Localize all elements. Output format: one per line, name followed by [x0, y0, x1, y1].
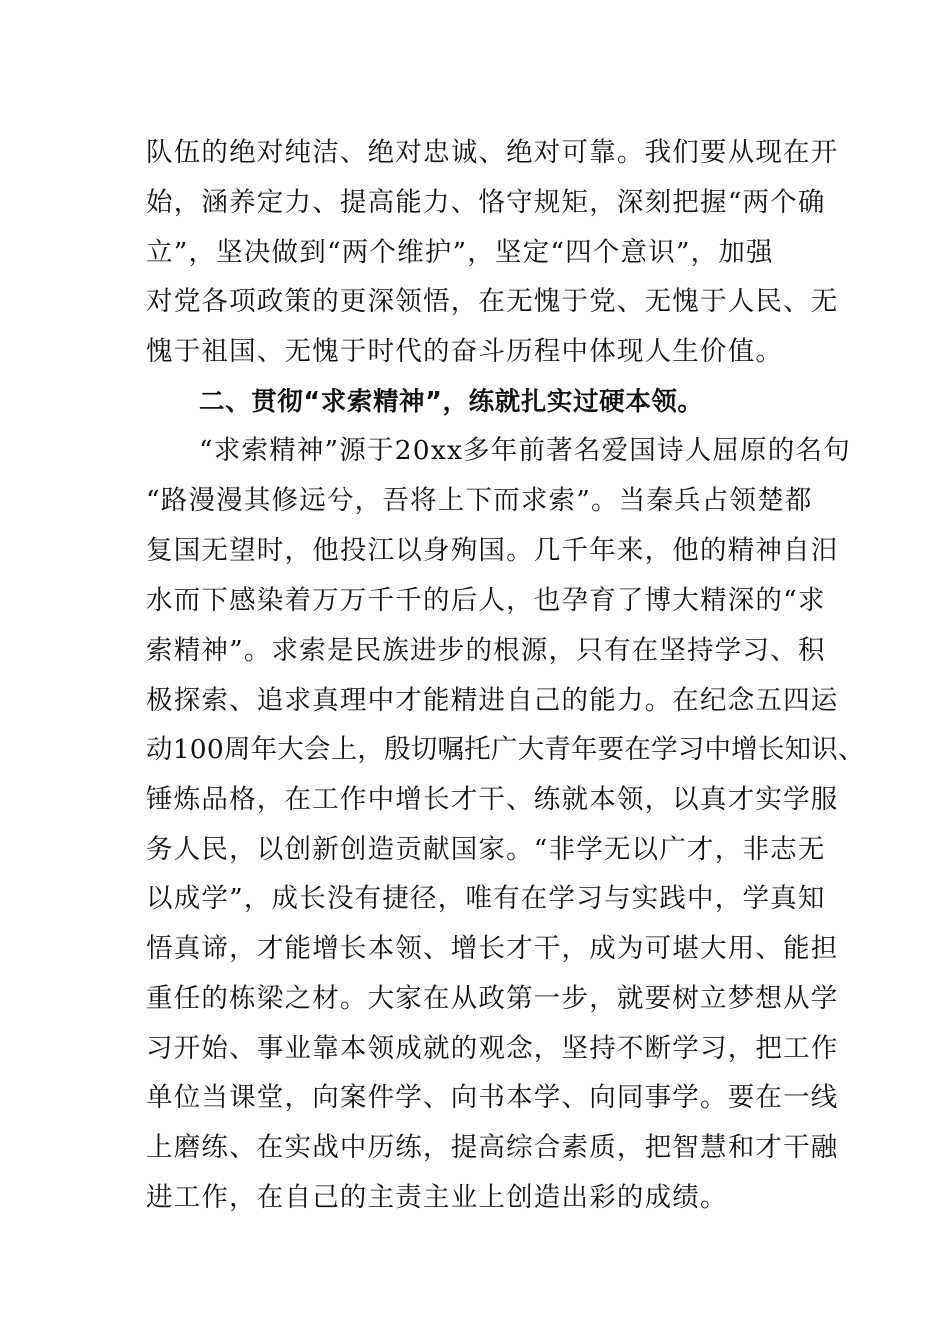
paragraph-line: 极探索、追求真理中才能精进自己的能力。在纪念五四运 [146, 685, 839, 716]
paragraph-line: 习开始、事业靠本领成就的观念，坚持不断学习，把工作 [146, 1033, 839, 1064]
paragraph-line: 重任的栋梁之材。大家在从政第一步，就要树立梦想从学 [146, 983, 839, 1014]
paragraph-line: 始，涵养定力、提高能力、恪守规矩，深刻把握“两个确 [146, 187, 826, 218]
paragraph-line: 对党各项政策的更深领悟，在无愧于党、无愧于人民、无 [146, 286, 839, 317]
paragraph-line: 队伍的绝对纯洁、绝对忠诚、绝对可靠。我们要从现在开 [146, 137, 839, 168]
paragraph-line: “求索精神”源于20xx多年前著名爱国诗人屈原的名句 [199, 435, 851, 466]
paragraph-line: 悟真谛，才能增长本领、增长才干，成为可堪大用、能担 [146, 933, 839, 964]
paragraph-line: 以成学”，成长没有捷径，唯有在学习与实践中，学真知 [146, 883, 826, 914]
paragraph-line: 索精神”。求索是民族进步的根源，只有在坚持学习、积 [146, 635, 826, 666]
paragraph-line: 愧于祖国、无愧于时代的奋斗历程中体现人生价值。 [146, 336, 784, 367]
paragraph-line: 动100周年大会上，殷切嘱托广大青年要在学习中增长知识、 [146, 734, 865, 765]
paragraph-line: 单位当课堂，向案件学、向书本学、向同事学。要在一线 [146, 1082, 839, 1113]
paragraph-line: 复国无望时，他投江以身殉国。几千年来，他的精神自汨 [146, 535, 839, 566]
paragraph-line: 上磨练、在实战中历练，提高综合素质，把智慧和才干融 [146, 1132, 839, 1163]
paragraph-line: 务人民，以创新创造贡献国家。“非学无以广才，非志无 [146, 834, 826, 865]
paragraph-line: “路漫漫其修远兮，吾将上下而求索”。当秦兵占领楚都 [146, 485, 813, 516]
paragraph-line: 水而下感染着万万千千的后人，也孕育了博大精深的“求 [146, 585, 826, 616]
section-heading: 二、贯彻“求索精神”，练就扎实过硬本领。 [199, 387, 704, 417]
paragraph-line: 立”，坚决做到“两个维护”，坚定“四个意识”，加强 [146, 237, 774, 268]
paragraph-line: 锤炼品格，在工作中增长才干、练就本领，以真才实学服 [146, 784, 839, 815]
paragraph-line: 进工作，在自己的主责主业上创造出彩的成绩。 [146, 1182, 728, 1213]
